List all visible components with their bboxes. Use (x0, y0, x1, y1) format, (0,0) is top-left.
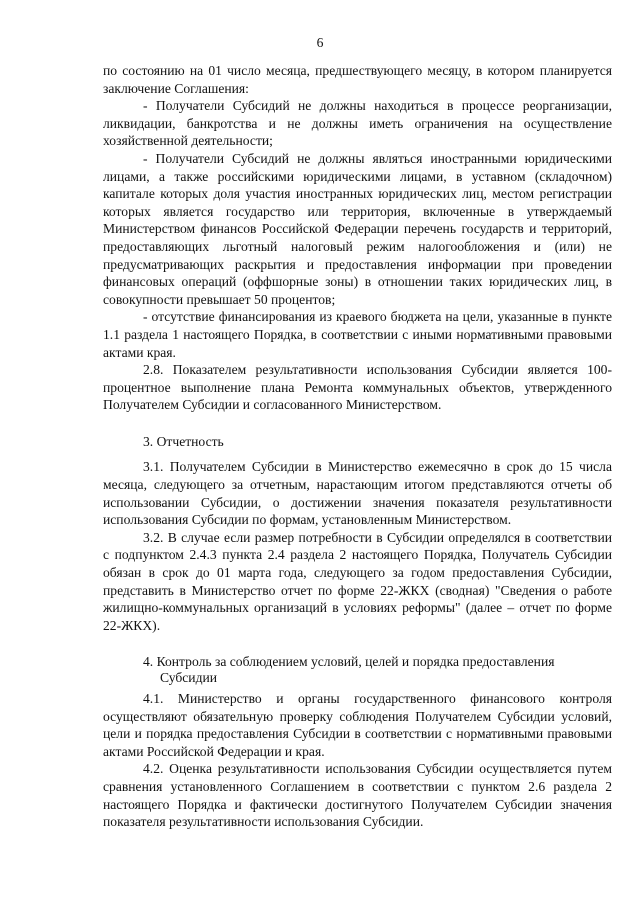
paragraph: 4.2. Оценка результативности использования Субсидии осуществляется путем сравнения установленного Соглашением в соответствии с пунктом 2.6 раздела 2 настоящего Порядка и фактически достигнутого Получателем Субсидии значения показателя результативности использования Субсидии. (103, 761, 612, 830)
paragraph: 4.1. Министерство и органы государственного финансового контроля осуществляют обязательную проверку соблюдения Получателем Субсидии условий, цели и порядка предоставления Субсидии в соответствии с нормативными правовыми актами Российской Федерации и края. (103, 691, 612, 759)
section-3-title: 3. Отчетность (143, 433, 224, 449)
paragraph: 3.1. Получателем Субсидии в Министерство ежемесячно в срок до 15 числа месяца, следующего за отчетным, нарастающим итогом представляются отчеты об использовании Субсидии, о достижении значения показателя результативности использования Субсидии по формам, установленным Министерством. (103, 459, 612, 528)
paragraph: по состоянию на 01 число месяца, предшествующего месяцу, в котором планируется заключение Соглашения: (103, 63, 612, 96)
paragraph: 2.8. Показателем результативности использования Субсидии является 100-процентное выполнение плана Ремонта коммунальных объектов, утвержденного Получателем Субсидии и согласованного Министерством. (103, 362, 612, 413)
document-body (103, 62, 612, 831)
paragraph: - отсутствие финансирования из краевого бюджета на цели, указанные в пункте 1.1 раздела 1 настоящего Порядка, в соответствии с иными нормативными правовыми актами края. (103, 309, 612, 360)
paragraph: 3.2. В случае если размер потребности в Субсидии определялся в соответствии с подпунктом 2.4.3 пункта 2.4 раздела 2 настоящего Порядка, Получатель Субсидии обязан в срок до 01 марта года, следующего за годом предоставления Субсидии, представить в Министерство отчет по форме 22-ЖКХ (сводная) "Сведения о работе жилищно-коммунальных организаций в условиях реформы" (далее – отчет по форме 22-ЖКХ). (103, 529, 612, 633)
section-4-title-line1: 4. Контроль за соблюдением условий, целей и порядка предоставления (143, 654, 555, 670)
section-4-title (103, 653, 612, 684)
paragraph: - Получатели Субсидий не должны находиться в процессе реорганизации, ликвидации, банкротства и не должны иметь ограничения на осуществление хозяйственной деятельности; (103, 98, 612, 149)
section-4-title-line2: Субсидии (160, 670, 218, 685)
page-number: 6 (316, 35, 324, 50)
paragraph: - Получатели Субсидий не должны являться иностранными юридическими лицами, а также российскими юридическими лицами, в уставном (складочном) капитале которых доля участия иностранных юридических лиц, местом регистрации которых является государство или территория, включенные в утверждаемый Министерством финансов Российской Федерации перечень государств и территорий, предоставляющих льготный налоговый режим налогообложения и (или) не предусматривающих раскрытия и предоставления информации при проведении финансовых операций (оффшорные зоны) в отношении таких юридических лиц, в совокупности превышает 50 процентов; (103, 150, 612, 307)
